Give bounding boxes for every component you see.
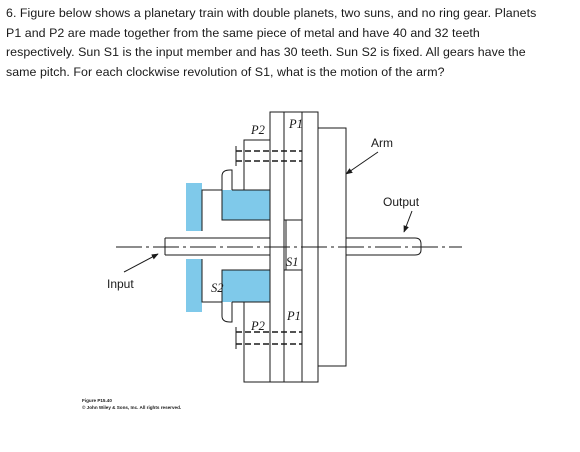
question-line-3: respectively. Sun S1 is the input member and has 30 teeth. Sun S2 is fixed. All gears have the (6, 45, 526, 60)
figure-credit-number: Figure P15.40 (82, 398, 112, 403)
label-input: Input (107, 277, 134, 291)
sun-s2-fixed (186, 183, 270, 312)
output-shaft (346, 238, 421, 255)
input-shaft (165, 238, 270, 255)
label-p1-bottom: P1 (287, 309, 301, 323)
label-p1-top: P1 (289, 117, 303, 131)
label-p2-bottom: P2 (251, 319, 265, 333)
label-p2-top: P2 (251, 123, 265, 137)
figure-credit-copyright: © John Wiley & Sons, Inc. All rights reserved. (82, 405, 182, 410)
label-arm: Arm (371, 136, 393, 150)
label-output: Output (383, 195, 420, 209)
question-line-4: same pitch. For each clockwise revolution of S1, what is the motion of the arm? (6, 64, 445, 79)
label-s2: S2 (211, 281, 224, 295)
question-line-1: 6. Figure below shows a planetary train with double planets, two suns, and no ring gear. Planets (6, 6, 537, 20)
planet-p2 (244, 140, 270, 382)
question-line-2: P1 and P2 are made together from the same piece of metal and have 40 and 32 teeth (6, 25, 480, 40)
label-s1: S1 (286, 255, 299, 269)
